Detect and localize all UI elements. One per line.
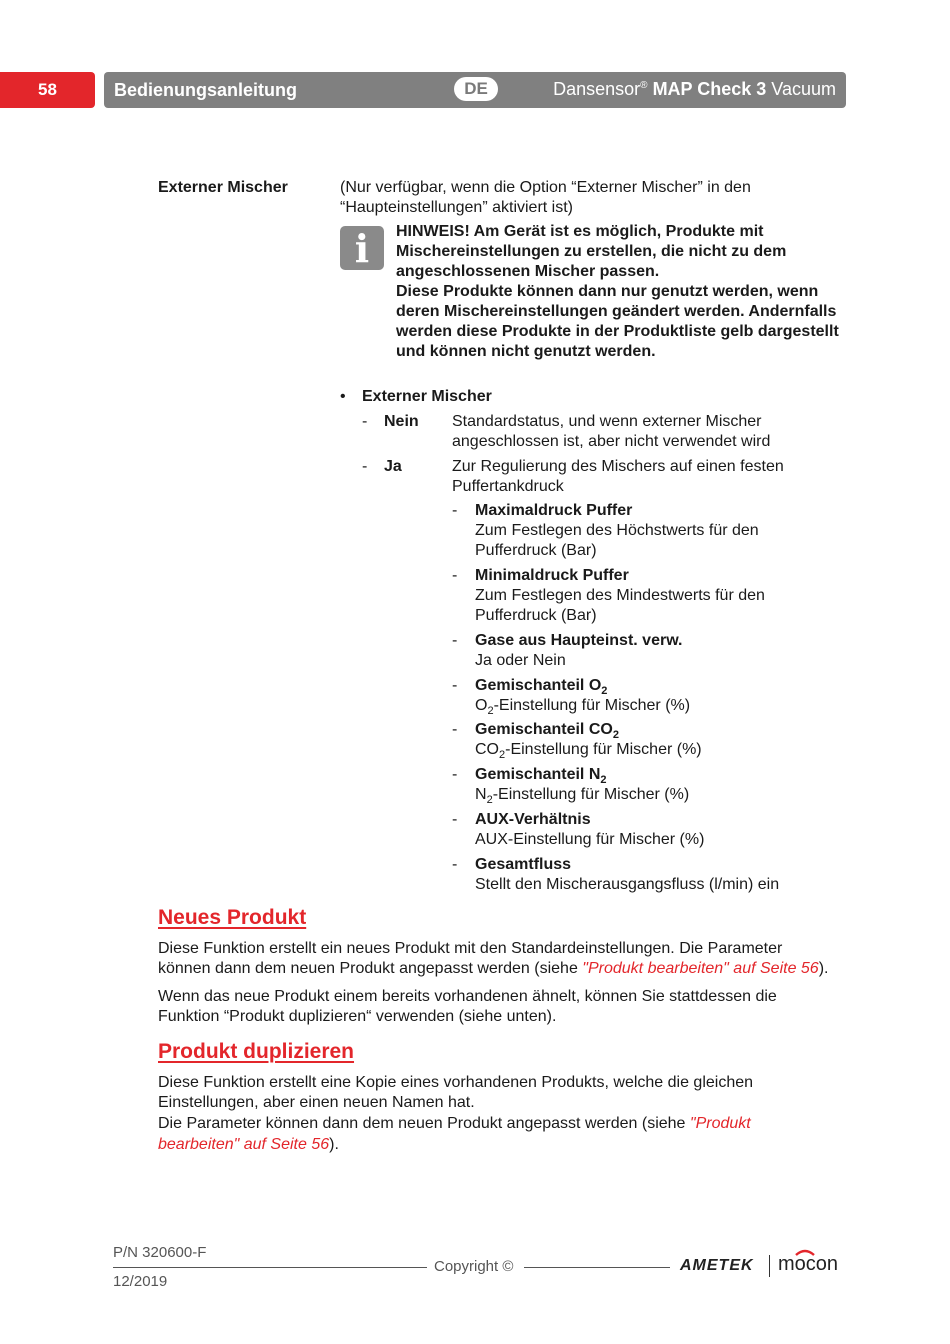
item-title: Gesamtfluss [475, 856, 572, 873]
item-title-text: Gemischanteil CO [475, 721, 613, 738]
date: 12/2019 [113, 1273, 168, 1290]
footer-rule-right [524, 1267, 670, 1268]
note-line: und können nicht genutzt werden. [396, 343, 656, 360]
bullet-dot: • [340, 388, 346, 405]
subscript: 2 [487, 705, 494, 717]
mixer-intro-2: “Haupteinstellungen” aktiviert ist) [340, 199, 573, 216]
option-nein-text-2: angeschlossen ist, aber nicht verwendet wird [452, 433, 771, 450]
brand-registered: ® [640, 80, 648, 91]
neues-produkt-line: Diese Funktion erstellt ein neues Produkt mit den Standardeinstellungen. Die Parameter [158, 940, 783, 957]
part-number: P/N 320600-F [113, 1244, 207, 1261]
duplizieren-line: Einstellungen, aber einen neuen Namen hat. [158, 1094, 475, 1111]
mocon-logo: mocon [778, 1253, 839, 1275]
dash: - [452, 766, 458, 783]
dash: - [452, 632, 458, 649]
dash: - [452, 502, 458, 519]
product-brand [553, 79, 836, 100]
item-desc: Pufferdruck (Bar) [475, 607, 597, 624]
brand-suffix: Vacuum [771, 79, 836, 99]
text-span: können dann dem neuen Produkt angepasst werden (siehe [158, 960, 583, 977]
duplizieren-line [158, 1114, 751, 1134]
duplizieren-line: Diese Funktion erstellt eine Kopie eines vorhandenen Produkts, welche die gleichen [158, 1074, 754, 1091]
subscript: 2 [486, 794, 493, 806]
neues-produkt-line [158, 959, 828, 979]
mixer-label: Externer Mischer [158, 179, 288, 196]
option-ja-text-1: Zur Regulierung des Mischers auf einen festen [452, 458, 784, 475]
copyright: Copyright © [434, 1258, 514, 1275]
dash: - [362, 413, 368, 430]
header-bar [104, 72, 846, 108]
note-line: Mischereinstellungen zu erstellen, die nicht zu dem [396, 243, 787, 260]
item-desc: Zum Festlegen des Mindestwerts für den [475, 587, 765, 604]
heading-produkt-duplizieren: Produkt duplizieren [158, 1040, 355, 1063]
item-title: Minimaldruck Puffer [475, 567, 629, 584]
dash: - [452, 811, 458, 828]
item-desc: Zum Festlegen des Höchstwerts für den [475, 522, 759, 539]
ametek-logo: AMETEK [680, 1257, 754, 1274]
item-desc [475, 696, 690, 716]
item-desc-text: N [475, 786, 487, 803]
dash: - [362, 458, 368, 475]
dash: - [452, 567, 458, 584]
item-desc-text: -Einstellung für Mischer (%) [493, 697, 691, 714]
item-title [475, 765, 607, 785]
item-title-text: Gemischanteil O [475, 677, 602, 694]
item-desc-text: CO [475, 741, 499, 758]
item-title: Maximaldruck Puffer [475, 502, 633, 519]
item-desc: Stellt den Mischerausgangsfluss (l/min) ein [475, 876, 780, 893]
note-line: Diese Produkte können dann nur genutzt werden, wenn [396, 283, 819, 300]
subscript: 2 [600, 774, 607, 786]
mixer-intro-1: (Nur verfügbar, wenn die Option “Externer Mischer” in den [340, 179, 751, 196]
item-title: Gase aus Haupteinst. verw. [475, 632, 683, 649]
option-ja-label: Ja [384, 458, 402, 475]
duplizieren-line [158, 1135, 339, 1155]
option-nein-label: Nein [384, 413, 419, 430]
link-produkt-bearbeiten[interactable]: "Produkt bearbeiten" auf Seite 56 [582, 960, 819, 977]
item-title-text: Gemischanteil N [475, 766, 601, 783]
text-span: ). [818, 960, 829, 977]
bullet-externer-mischer: Externer Mischer [362, 388, 492, 405]
link-produkt-bearbeiten[interactable]: bearbeiten" auf Seite 56 [158, 1136, 330, 1153]
dash: - [452, 677, 458, 694]
item-desc-text: -Einstellung für Mischer (%) [492, 786, 690, 803]
item-title: AUX-Verhältnis [475, 811, 591, 828]
item-title [475, 720, 619, 740]
manual-title: Bedienungsanleitung [114, 80, 298, 100]
note-line: angeschlossenen Mischer passen. [396, 263, 660, 280]
logo-divider [769, 1255, 770, 1277]
info-icon: i [340, 226, 384, 270]
item-desc: Ja oder Nein [475, 652, 566, 669]
text-span: ). [329, 1136, 339, 1153]
subscript: 2 [612, 729, 619, 741]
dash: - [452, 856, 458, 873]
heading-neues-produkt: Neues Produkt [158, 906, 307, 929]
item-desc [475, 740, 702, 760]
footer-rule-left [113, 1267, 427, 1268]
link-produkt-bearbeiten[interactable]: "Produkt [689, 1115, 751, 1132]
neues-produkt-line: Funktion “Produkt duplizieren“ verwenden (siehe unten). [158, 1008, 557, 1025]
item-desc: Pufferdruck (Bar) [475, 542, 597, 559]
text-span: Die Parameter können dann dem neuen Produkt angepasst werden (siehe [158, 1115, 690, 1132]
note-text [396, 222, 839, 362]
brand-prefix: Dansensor [553, 79, 641, 99]
dash: - [452, 721, 458, 738]
option-nein-text-1: Standardstatus, und wenn externer Mischer [452, 413, 762, 430]
language-badge: DE [454, 77, 498, 101]
note-line: HINWEIS! Am Gerät ist es möglich, Produkte mit [396, 223, 764, 240]
item-title [475, 676, 607, 696]
subscript: 2 [601, 685, 608, 697]
option-ja-text-2: Puffertankdruck [452, 478, 564, 495]
mocon-arc-icon [794, 1248, 816, 1256]
brand-model: MAP Check 3 [652, 79, 767, 99]
note-line: deren Mischereinstellungen geändert werden. Andernfalls [396, 303, 837, 320]
neues-produkt-line: Wenn das neue Produkt einem bereits vorhandenen ähnelt, können Sie stattdessen die [158, 988, 777, 1005]
item-desc [475, 785, 689, 805]
item-desc-text: O [475, 697, 488, 714]
note-line: werden diese Produkte in der Produktliste gelb dargestellt [396, 323, 839, 340]
page-number-badge: 58 [0, 72, 95, 108]
item-desc: AUX-Einstellung für Mischer (%) [475, 831, 705, 848]
item-desc-text: -Einstellung für Mischer (%) [505, 741, 702, 758]
subscript: 2 [499, 749, 506, 761]
